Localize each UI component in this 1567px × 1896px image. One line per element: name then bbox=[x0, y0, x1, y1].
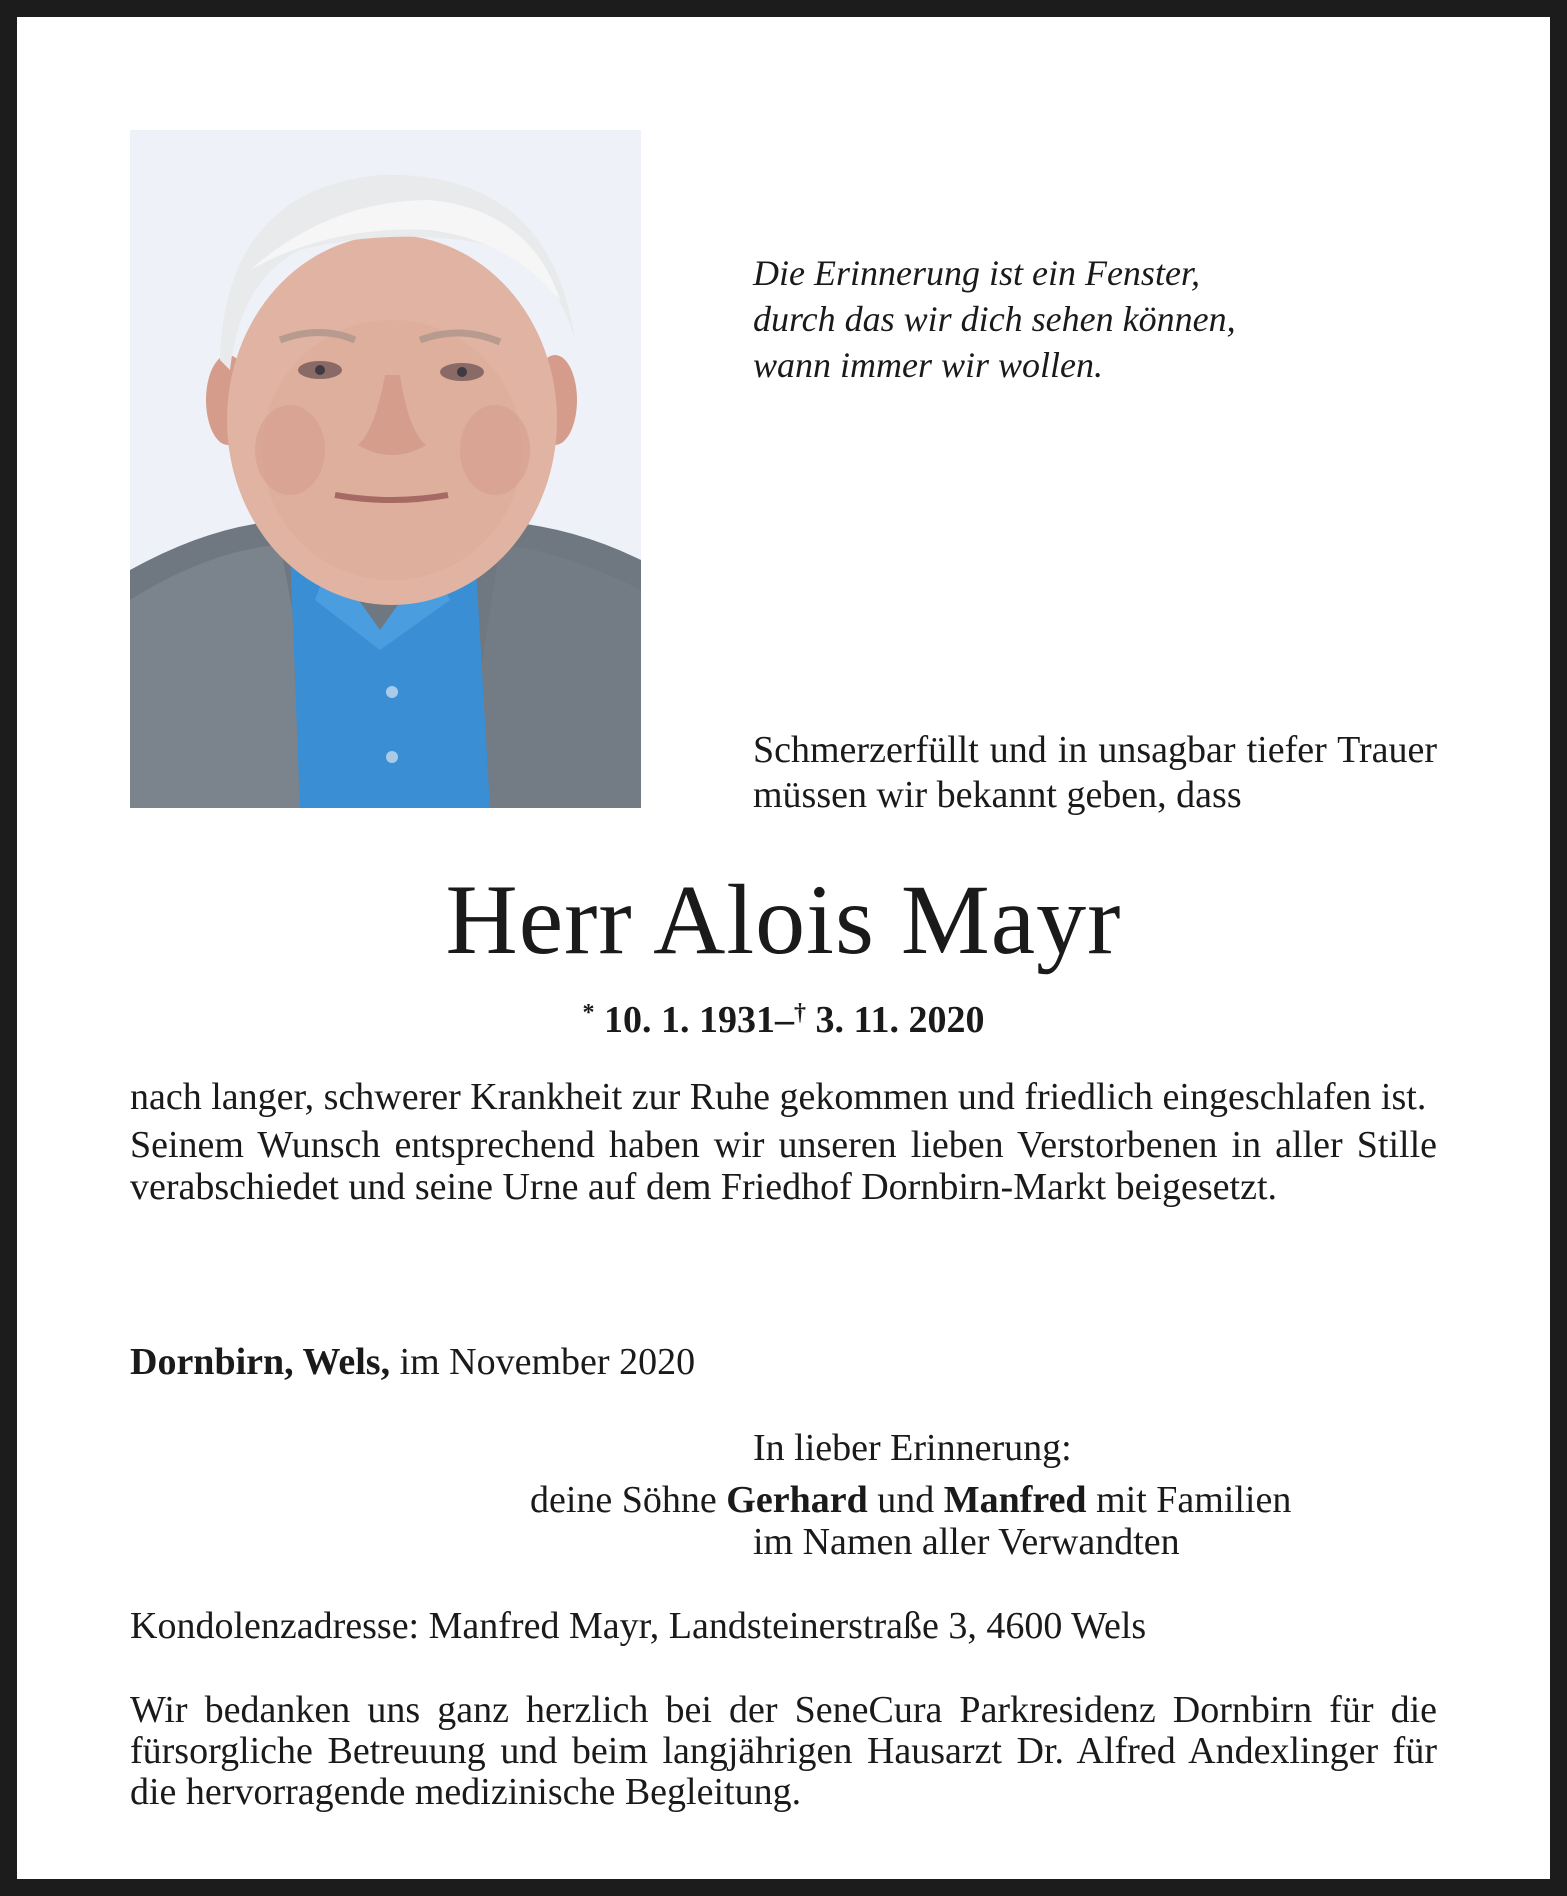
quote-line: durch das wir dich sehen können, bbox=[753, 299, 1236, 339]
death-date: 3. 11. 2020 bbox=[815, 999, 985, 1041]
thanks-paragraph: Wir bedanken uns ganz herzlich bei der SeneCura Parkresidenz Dornbirn für die fürsorgliche Betreuung und beim langjährigen Hausarzt Dr. Alfred Andexlinger für die hervorragende medizinische Begleitung. bbox=[130, 1689, 1437, 1813]
relatives-line: im Namen aller Verwandten bbox=[753, 1521, 1180, 1563]
life-dates bbox=[0, 990, 1567, 1043]
date-text: im November 2020 bbox=[399, 1341, 696, 1383]
portrait-photo bbox=[130, 130, 641, 808]
deceased-name: Herr Alois Mayr bbox=[445, 864, 1122, 975]
sons-line bbox=[530, 1477, 1291, 1523]
place-and-date bbox=[130, 1340, 695, 1384]
sons-suffix: mit Familien bbox=[1096, 1479, 1292, 1521]
sons-prefix: deine Söhne bbox=[530, 1479, 717, 1521]
died-symbol: † bbox=[794, 1000, 807, 1026]
quote-line: wann immer wir wollen. bbox=[753, 345, 1104, 385]
born-symbol: * bbox=[582, 1000, 595, 1026]
body-paragraph: nach langer, schwerer Krankheit zur Ruhe gekommen und friedlich eingeschlafen ist. bbox=[130, 1076, 1427, 1118]
conjunction: und bbox=[877, 1479, 935, 1521]
condolence-address: Kondolenzadresse: Manfred Mayr, Landsteinerstraße 3, 4600 Wels bbox=[130, 1605, 1147, 1647]
places: Dornbirn, Wels, bbox=[130, 1341, 391, 1383]
announcement-body bbox=[130, 1076, 1437, 1214]
memorial-quote bbox=[753, 250, 1373, 388]
body-paragraph: Seinem Wunsch entsprechend haben wir unseren lieben Verstorbenen in aller Stille verabschiedet und seine Urne auf dem Friedhof Dornbirn-Markt beigesetzt. bbox=[130, 1124, 1437, 1208]
memory-line: In lieber Erinnerung: bbox=[753, 1427, 1072, 1469]
announcement-intro: Schmerzerfüllt und in unsagbar tiefer Trauer müssen wir bekannt geben, dass bbox=[753, 729, 1437, 816]
birth-date: 10. 1. 1931 bbox=[604, 999, 776, 1041]
quote-line: Die Erinnerung ist ein Fenster, bbox=[753, 253, 1200, 293]
date-separator: – bbox=[775, 999, 795, 1041]
son-name: Manfred bbox=[943, 1479, 1087, 1521]
son-name: Gerhard bbox=[726, 1479, 868, 1521]
